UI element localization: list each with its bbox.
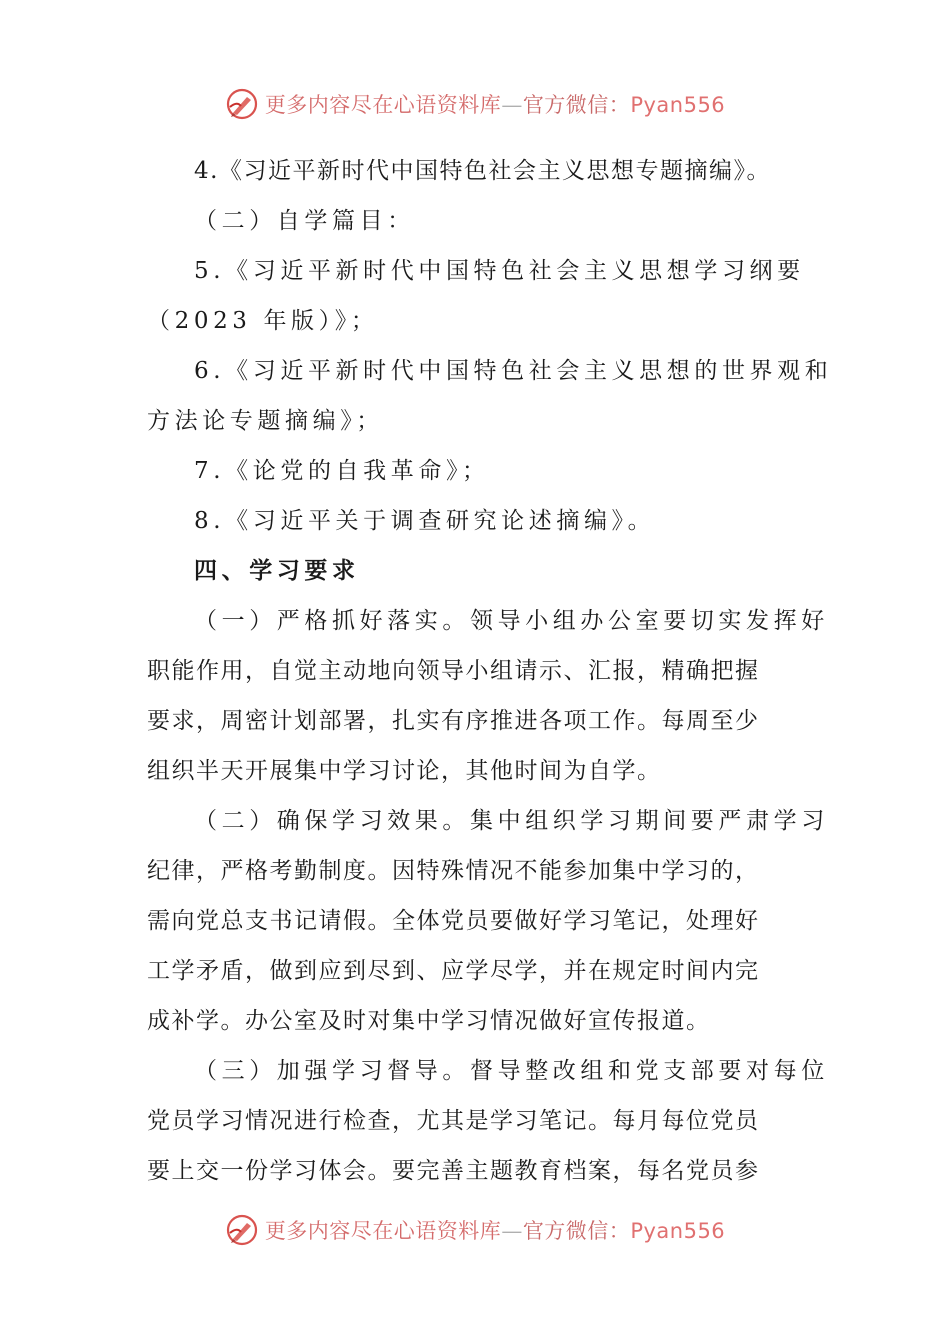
- list-item-5-cont: （2023 年版）》；: [147, 308, 379, 334]
- document-body: [147, 146, 833, 1196]
- section-heading-requirements: 四、学习要求: [194, 557, 360, 584]
- paragraph-1-line-3: 要求，周密计划部署，扎实有序推进各项工作。每周至少: [147, 708, 760, 734]
- paragraph-2-line-5: 成补学。办公室及时对集中学习情况做好宣传报道。: [147, 1008, 711, 1034]
- list-item-4: 4.《习近平新时代中国特色社会主义思想专题摘编》。: [194, 158, 771, 184]
- paragraph-1-line-2: 职能作用，自觉主动地向领导小组请示、汇报，精确把握: [147, 658, 760, 684]
- paragraph-1-line-4: 组织半天开展集中学习讨论，其他时间为自学。: [147, 758, 662, 784]
- paragraph-3-line-3: 要上交一份学习体会。要完善主题教育档案，每名党员参: [147, 1158, 760, 1184]
- paragraph-1-line-1: （一）严格抓好落实。领导小组办公室要切实发挥好: [194, 608, 829, 634]
- watermark-banner-bottom: [0, 1210, 950, 1250]
- list-item-5: 5.《习近平新时代中国特色社会主义思想学习纲要: [194, 258, 805, 284]
- list-item-7: 7.《论党的自我革命》；: [194, 458, 490, 484]
- banner-main-text: 更多内容尽在心语资料库: [264, 1219, 502, 1243]
- subheading-self-study: （二）自学篇目：: [194, 208, 415, 234]
- paragraph-2-line-3: 需向党总支书记请假。全体党员要做好学习笔记，处理好: [147, 908, 760, 934]
- list-item-8: 8.《习近平关于调查研究论述摘编》。: [194, 508, 656, 534]
- watermark-banner-top: [0, 84, 950, 124]
- list-item-6-cont: 方法论专题摘编》；: [147, 408, 384, 434]
- paragraph-3-line-1: （三）加强学习督导。督导整改组和党支部要对每位: [194, 1058, 829, 1084]
- banner-separator: —: [501, 1219, 523, 1243]
- pen-logo-icon: [225, 1213, 259, 1247]
- banner-wechat-label: 官方微信：: [522, 1219, 631, 1243]
- banner-separator: —: [501, 93, 523, 117]
- paragraph-2-line-4: 工学矛盾，做到应到尽到、应学尽学，并在规定时间内完: [147, 958, 760, 984]
- pen-logo-icon: [225, 87, 259, 121]
- banner-wechat-id: Pyan556: [630, 93, 726, 117]
- list-item-6: 6.《习近平新时代中国特色社会主义思想的世界观和: [194, 358, 833, 384]
- paragraph-2-line-1: （二）确保学习效果。集中组织学习期间要严肃学习: [194, 808, 829, 834]
- banner-wechat-label: 官方微信：: [522, 93, 631, 117]
- paragraph-3-line-2: 党员学习情况进行检查，尤其是学习笔记。每月每位党员: [147, 1108, 760, 1134]
- banner-wechat-id: Pyan556: [630, 1219, 726, 1243]
- banner-main-text: 更多内容尽在心语资料库: [264, 93, 502, 117]
- paragraph-2-line-2: 纪律，严格考勤制度。因特殊情况不能参加集中学习的，: [147, 858, 760, 884]
